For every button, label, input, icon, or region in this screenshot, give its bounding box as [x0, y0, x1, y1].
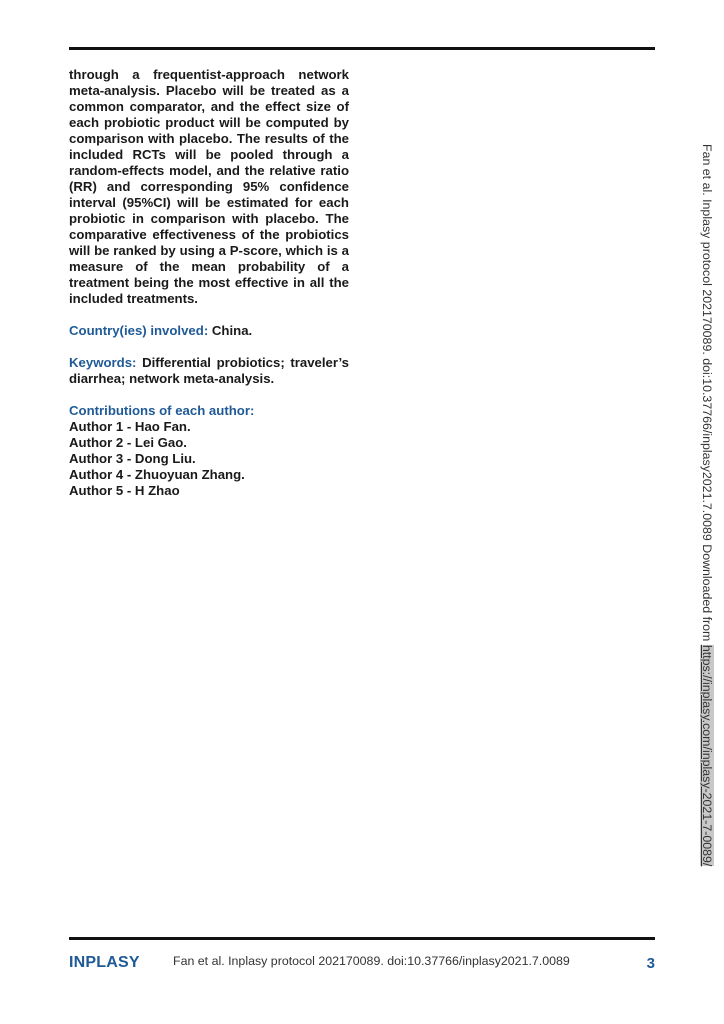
download-link[interactable]: https://inplasy.com/inplasy-2021-7-0089/: [700, 644, 714, 867]
page-footer: [69, 950, 655, 980]
author-item: Author 5 - H Zhao: [69, 483, 180, 498]
author-item: Author 3 - Dong Liu.: [69, 451, 196, 466]
download-side-note: [700, 144, 714, 866]
country-label: Country(ies) involved:: [69, 323, 209, 338]
author-item: Author 4 - Zhuoyuan Zhang.: [69, 467, 245, 482]
keywords-label: Keywords:: [69, 355, 137, 370]
footer-citation: Fan et al. Inplasy protocol 202170089. doi:10.37766/inplasy2021.7.0089: [173, 954, 570, 968]
keywords-section: [69, 355, 349, 387]
methods-paragraph: through a frequentist-approach network meta-analysis. Placebo will be treated as a common comparator, and the effect size of each probiotic product will be computed by comparison with placebo. The results of the included RCTs will be pooled through a random-effects model, and the relative ratio (RR) and corresponding 95% confidence interval (95%CI) will be estimated for each probiotic in comparison with placebo. The comparative effectiveness of the probiotics will be ranked by using a P-score, which is a measure of the mean probability of a treatment being the most effective in all the included treatments.: [69, 67, 349, 306]
contributions-section: [69, 403, 349, 499]
author-list: [69, 419, 349, 499]
author-item: Author 2 - Lei Gao.: [69, 435, 187, 450]
header-rule: [69, 47, 655, 50]
brand-logo: INPLASY: [69, 954, 140, 971]
keywords-value: Differential probiotics; traveler’s diarrhea; network meta-analysis.: [69, 355, 349, 386]
main-column: [69, 67, 349, 499]
contributions-label: Contributions of each author:: [69, 403, 255, 418]
footer-rule: [69, 937, 655, 940]
side-note-text: Fan et al. Inplasy protocol 202170089. doi:10.37766/inplasy2021.7.0089 Downloaded from: [700, 144, 714, 645]
country-section: [69, 323, 349, 339]
page-number: 3: [646, 955, 655, 972]
country-value: China.: [211, 323, 253, 338]
author-item: Author 1 - Hao Fan.: [69, 419, 191, 434]
